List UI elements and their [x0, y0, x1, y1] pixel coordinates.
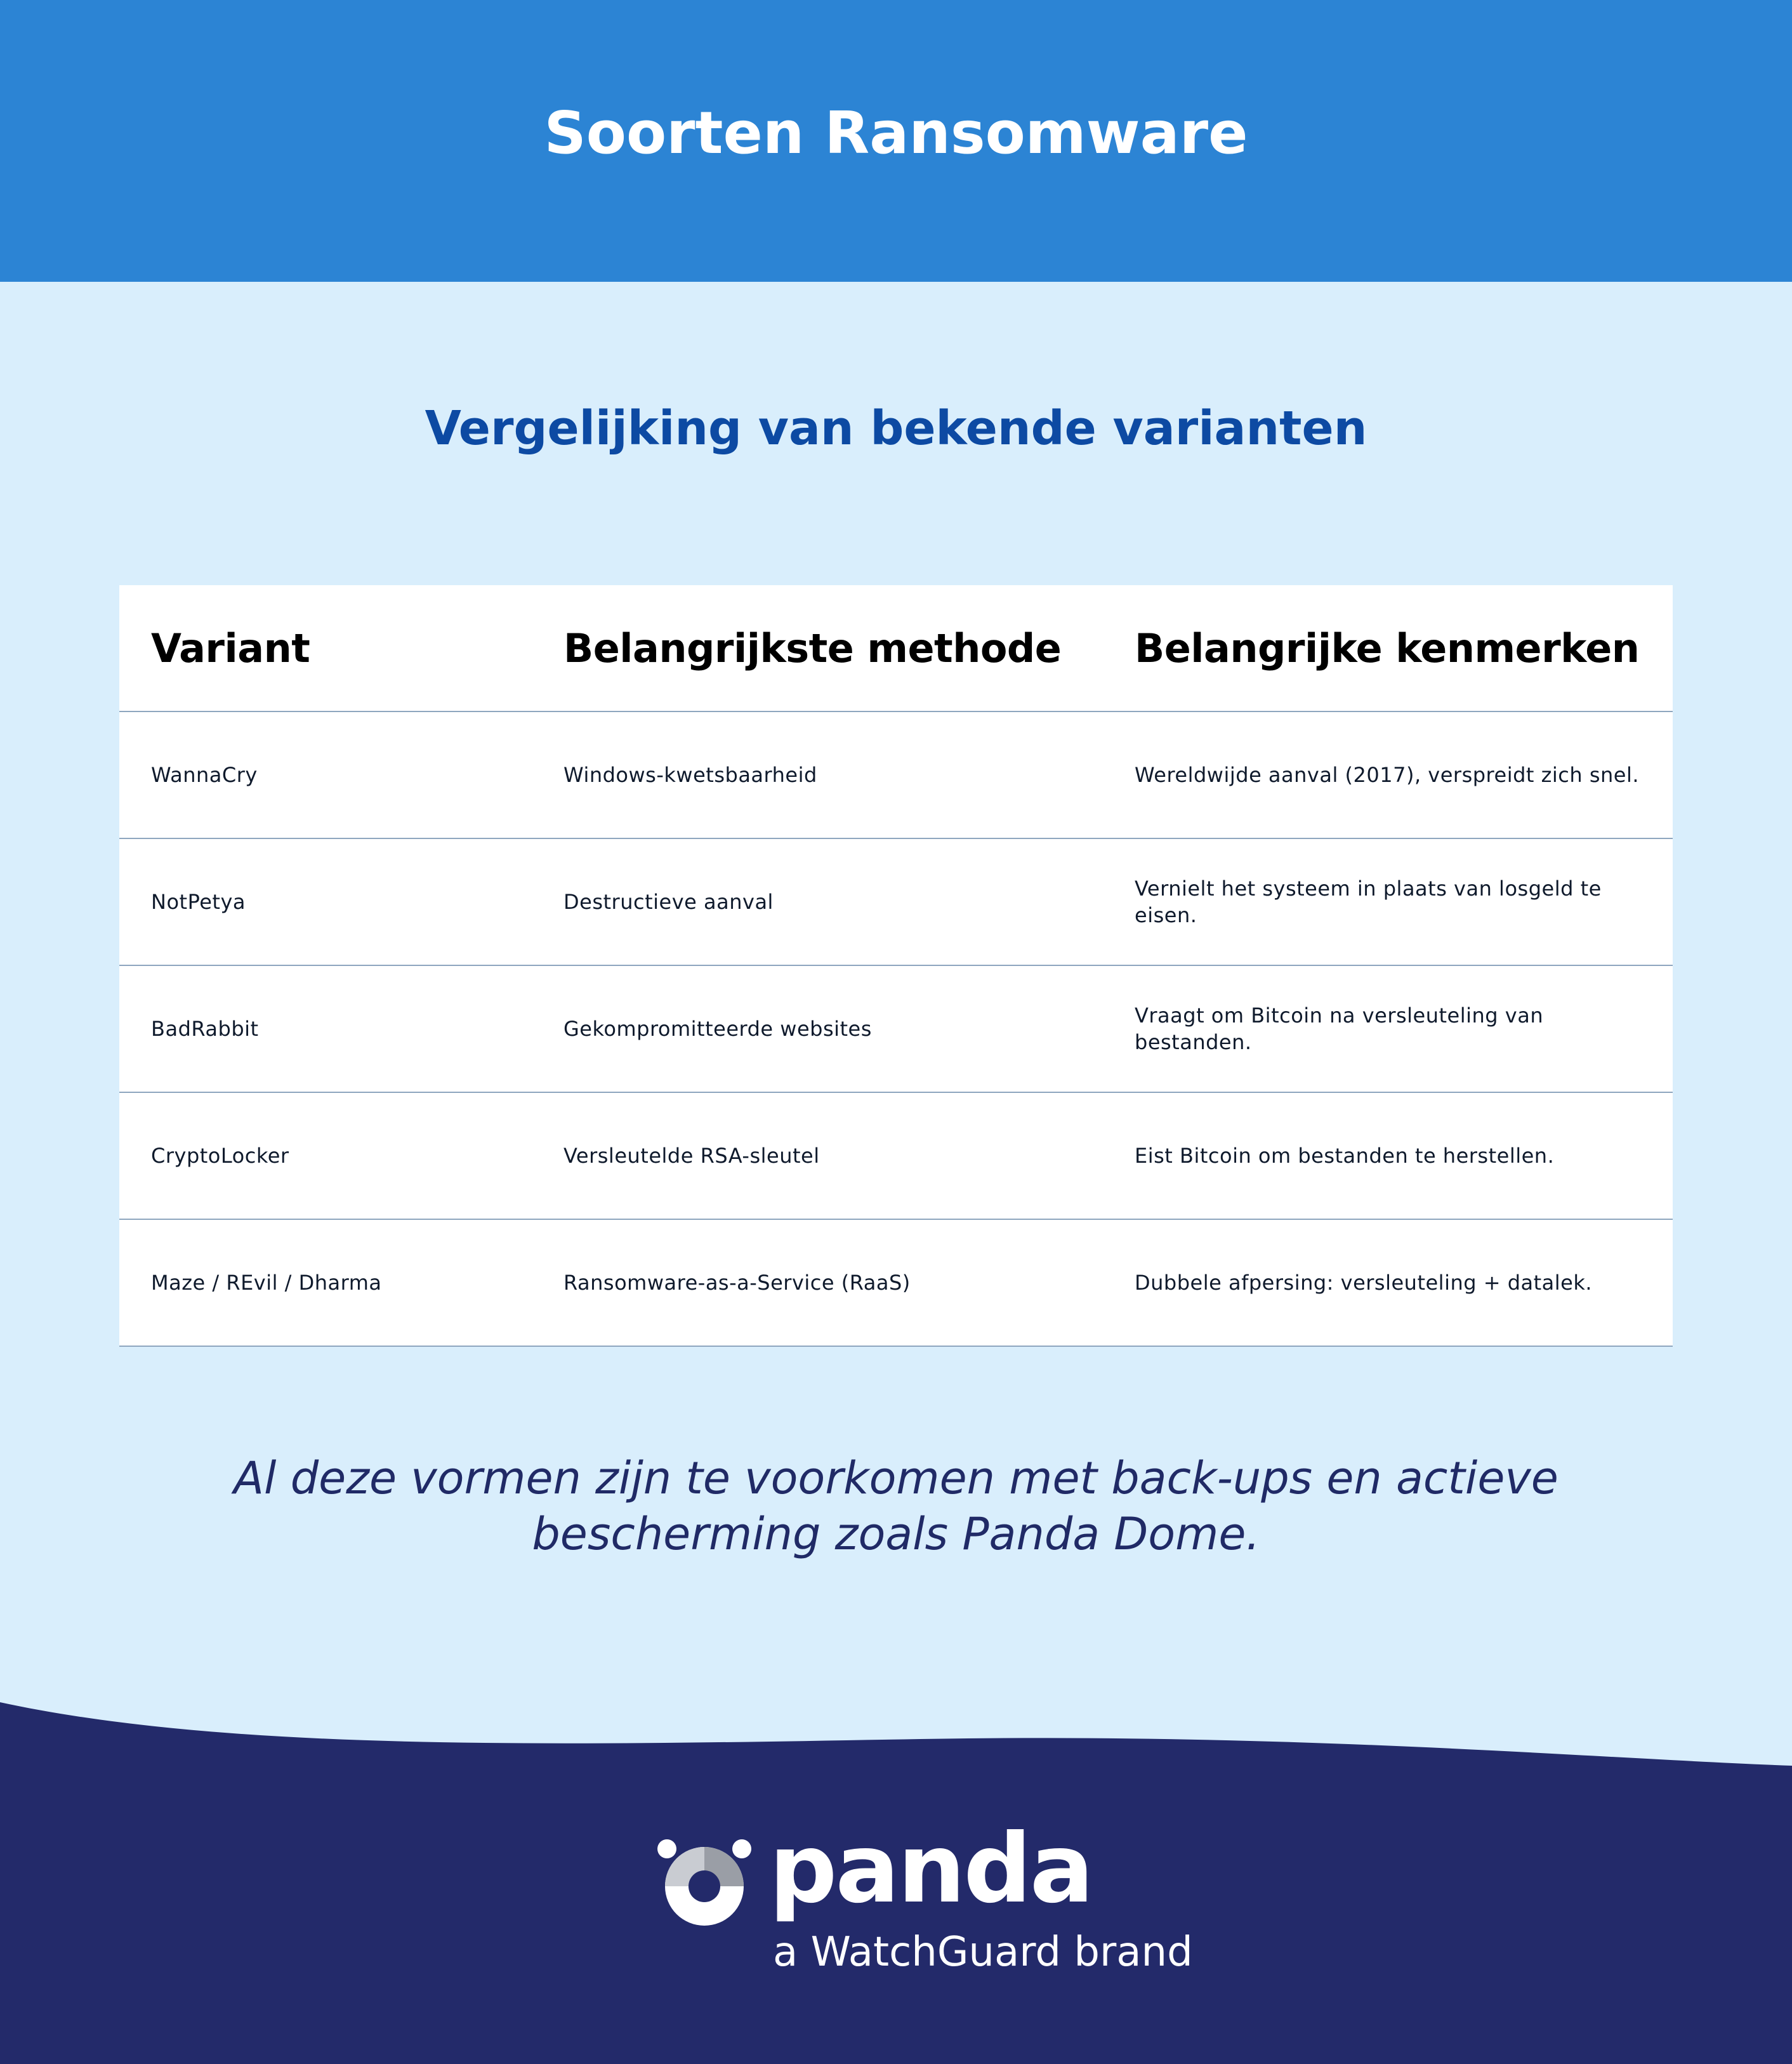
panda-logo-icon: [657, 1837, 752, 1933]
table-cell-variant: BadRabbit: [151, 1017, 259, 1041]
table-row: [119, 839, 1673, 966]
section-title: Vergelijking van bekende varianten: [425, 401, 1367, 456]
page-title: Soorten Ransomware: [544, 99, 1248, 167]
table-cell-features: Dubbele afpersing: versleuteling + datalek.: [1135, 1271, 1593, 1295]
table-cell-features: Vernielt het systeem in plaats van losgeld te eisen.: [1135, 877, 1602, 927]
table-cell-variant: Maze / REvil / Dharma: [151, 1271, 382, 1295]
brand-tagline: a WatchGuard brand: [773, 1929, 1193, 1976]
brand-wordmark: panda: [769, 1814, 1092, 1924]
table-cell-features: Vraagt om Bitcoin na versleuteling van bestanden.: [1135, 1003, 1544, 1054]
closing-note: Al deze vormen zijn te voorkomen met back-ups en actieve bescherming zoals Panda Dome.: [234, 1452, 1558, 1560]
table-cell-method: Gekompromitteerde websites: [563, 1017, 872, 1041]
table-header-row: [119, 585, 1673, 712]
table-cell-variant: NotPetya: [151, 890, 246, 914]
table-cell-method: Ransomware-as-a-Service (RaaS): [563, 1271, 911, 1295]
column-header-features: Belangrijke kenmerken: [1135, 625, 1640, 671]
table-cell-method: Windows-kwetsbaarheid: [563, 763, 817, 787]
comparison-table: [119, 585, 1673, 1346]
header-banner: [0, 0, 1792, 282]
table-cell-variant: CryptoLocker: [151, 1144, 289, 1168]
table-cell-method: Versleutelde RSA-sleutel: [563, 1144, 820, 1168]
table-row: [119, 712, 1673, 839]
column-header-method: Belangrijkste methode: [563, 625, 1062, 671]
column-header-variant: Variant: [151, 625, 310, 671]
table-row: [119, 1220, 1673, 1347]
table-cell-variant: WannaCry: [151, 763, 258, 787]
table-cell-features: Wereldwijde aanval (2017), verspreidt zich snel.: [1135, 763, 1640, 787]
table-row: [119, 1093, 1673, 1220]
table-cell-features: Eist Bitcoin om bestanden te herstellen.: [1135, 1144, 1555, 1168]
table-cell-method: Destructieve aanval: [563, 890, 774, 914]
table-row: [119, 966, 1673, 1093]
